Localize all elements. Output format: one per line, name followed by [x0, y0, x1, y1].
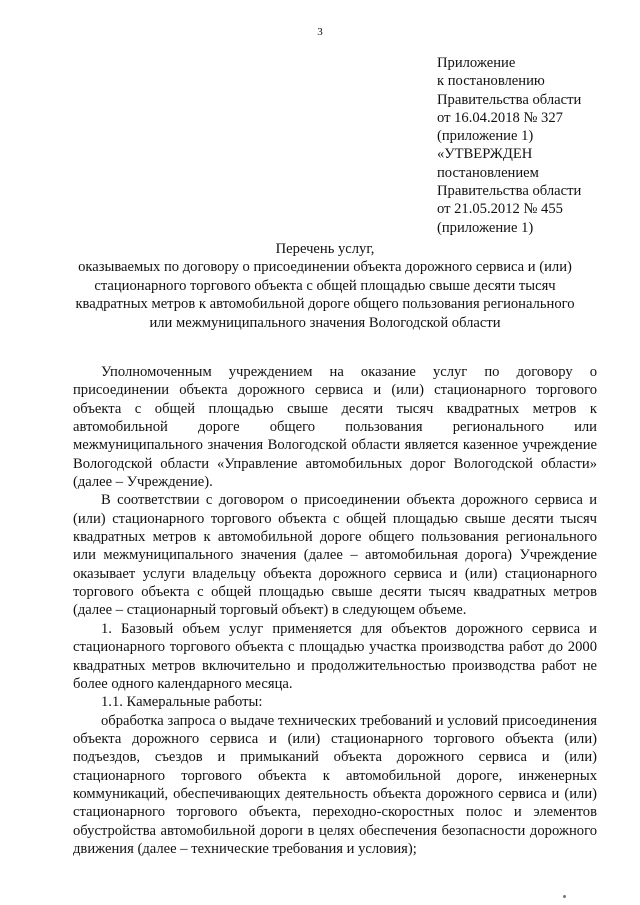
approval-line: к постановлению: [437, 73, 545, 90]
title-line: оказываемых по договору о присоединении объекта дорожного сервиса и (или): [78, 259, 572, 276]
approval-line: (приложение 1): [437, 219, 534, 236]
title-line: Перечень услуг,: [275, 241, 375, 257]
approval-line: постановлением: [437, 164, 539, 181]
approval-line: (приложение 1): [437, 128, 534, 145]
approval-line: от 21.05.2012 № 455: [437, 201, 563, 218]
document-body: [73, 363, 597, 858]
paragraph-base-volume: 1. Базовый объем услуг применяется для объектов дорожного сервиса и стационарного торгового объекта с площадью участка производства работ до 2000 квадратных метров включительно и продолжительностью производства работ не более одного календарного месяца.: [73, 620, 597, 692]
approval-line: Приложение: [437, 55, 516, 71]
scan-dot-mark: [563, 895, 566, 898]
title-line: квадратных метров к автомобильной дороге общего пользования регионального: [75, 296, 575, 313]
approval-stamp: [437, 54, 637, 237]
document-title: [60, 240, 590, 332]
paragraph-desk-work-heading: 1.1. Камеральные работы:: [101, 694, 263, 711]
paragraph-request-processing: обработка запроса о выдаче технических требований и условий присоединения объекта дорожного сервиса и (или) стационарного торгового объекта (или) подъездов, съездов и примыканий объекта дорожного сервиса и (или) стационарного торгового объекта к автомобильной дороге, инженерных коммуникаций, обеспечивающих деятельность объекта дорожного сервиса и (или) стационарного торгового объекта, переходно-скоростных полос и элементов обустройства автомобильной дороги в целях обеспечения безопасности дорожного движения (далее – технические требования и условия);: [73, 712, 597, 857]
approval-line: Правительства области: [437, 91, 582, 108]
paragraph-authorized-institution: Уполномоченным учреждением на оказание услуг по договору о присоединении объекта дорожного сервиса и (или) стационарного торгового объекта с общей площадью свыше десяти тысяч квадратных метров к автомобильной дороге общего пользования регионального или межмуниципального значения Вологодской области является казенное учреждение Вологодской области «Управление автомобильных дорог Вологодской области» (далее – Учреждение).: [73, 364, 597, 491]
approval-line: «УТВЕРЖДЕН: [437, 146, 533, 163]
title-line: или межмуниципального значения Вологодской области: [149, 314, 501, 331]
approval-line: Правительства области: [437, 183, 582, 200]
approval-line: от 16.04.2018 № 327: [437, 109, 563, 126]
page-number: 3: [317, 26, 323, 38]
paragraph-services-scope: В соответствии с договором о присоединении объекта дорожного сервиса и (или) стационарного торгового объекта с общей площадью свыше десяти тысяч квадратных метров к автомобильной дороге общего пользования регионального или межмуниципального значения (далее – автомобильная дорога) Учреждение оказывает услуги владельцу объекта дорожного сервиса и (или) стационарного торгового объекта с общей площадью свыше десяти тысяч квадратных метров (далее – стационарный торговый объект) в следующем объеме.: [73, 492, 597, 619]
title-line: стационарного торгового объекта с общей площадью свыше десяти тысяч: [94, 277, 556, 294]
